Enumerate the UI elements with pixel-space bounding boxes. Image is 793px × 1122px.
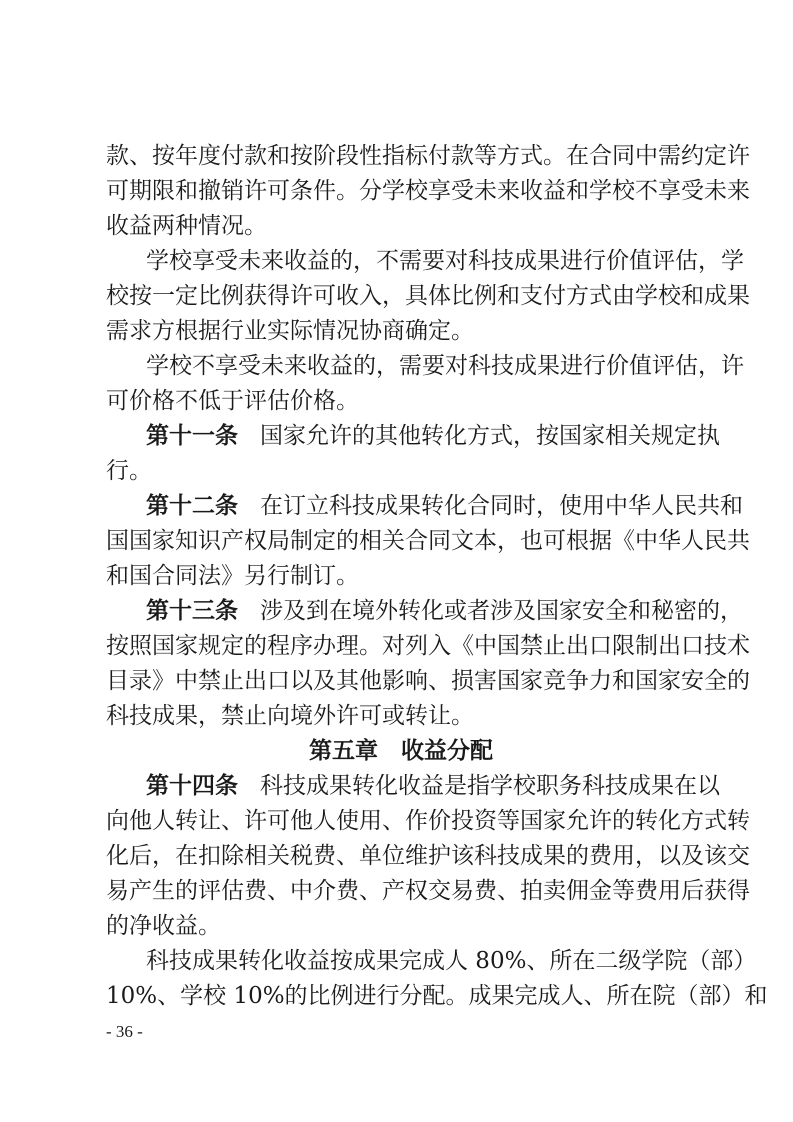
- text-line: 可期限和撤销许可条件。分学校享受未来收益和学校不享受未来: [106, 178, 750, 204]
- text-line: 化后，在扣除相关税费、单位维护该科技成果的费用，以及该交: [106, 843, 750, 869]
- text-line: 校按一定比例获得许可收入，具体比例和支付方式由学校和成果: [106, 283, 750, 309]
- article-text: 国家允许的其他转化方式，按国家相关规定执: [260, 423, 720, 449]
- text-line: 向他人转让、许可他人使用、作价投资等国家允许的转化方式转: [106, 808, 750, 834]
- text-line: 科技成果，禁止向境外许可或转让。: [106, 703, 474, 729]
- text-line: 10%、学校 10%的比例进行分配。成果完成人、所在院（部）和: [106, 983, 768, 1009]
- article-number: 第十四条: [146, 772, 238, 799]
- text-line: 收益两种情况。: [106, 213, 267, 239]
- article-line: [146, 593, 743, 629]
- article-number: 第十三条: [146, 597, 238, 624]
- text-line: 学校不享受未来收益的，需要对科技成果进行价值评估，许: [146, 353, 744, 379]
- text-line: 目录》中禁止出口以及其他影响、损害国家竞争力和国家安全的: [106, 668, 750, 694]
- text-line: 的净收益。: [106, 913, 221, 939]
- article-text: 涉及到在境外转化或者涉及国家安全和秘密的，: [260, 598, 743, 624]
- text-line: 科技成果转化收益按成果完成人 80%、所在二级学院（部）: [146, 948, 757, 974]
- article-text: 在订立科技成果转化合同时，使用中华人民共和: [260, 493, 743, 519]
- text-line: 款、按年度付款和按阶段性指标付款等方式。在合同中需约定许: [106, 143, 750, 169]
- text-line: 按照国家规定的程序办理。对列入《中国禁止出口限制出口技术: [106, 633, 750, 659]
- text-line: 行。: [106, 458, 152, 484]
- text-line: 国国家知识产权局制定的相关合同文本，也可根据《中华人民共: [106, 528, 750, 554]
- text-line: 需求方根据行业实际情况协商确定。: [106, 318, 474, 344]
- text-line: 可价格不低于评估价格。: [106, 388, 359, 414]
- article-number: 第十二条: [146, 492, 238, 519]
- chapter-heading: 第五章 收益分配: [309, 737, 493, 764]
- page-number: - 36 -: [106, 1022, 143, 1041]
- article-line: [146, 418, 720, 454]
- article-line: [146, 488, 743, 524]
- article-text: 科技成果转化收益是指学校职务科技成果在以: [260, 773, 720, 799]
- article-line: [146, 768, 720, 804]
- article-number: 第十一条: [146, 422, 238, 449]
- text-line: 学校享受未来收益的，不需要对科技成果进行价值评估，学: [146, 248, 744, 274]
- text-line: 和国合同法》另行制订。: [106, 563, 359, 589]
- text-line: 易产生的评估费、中介费、产权交易费、拍卖佣金等费用后获得: [106, 878, 750, 904]
